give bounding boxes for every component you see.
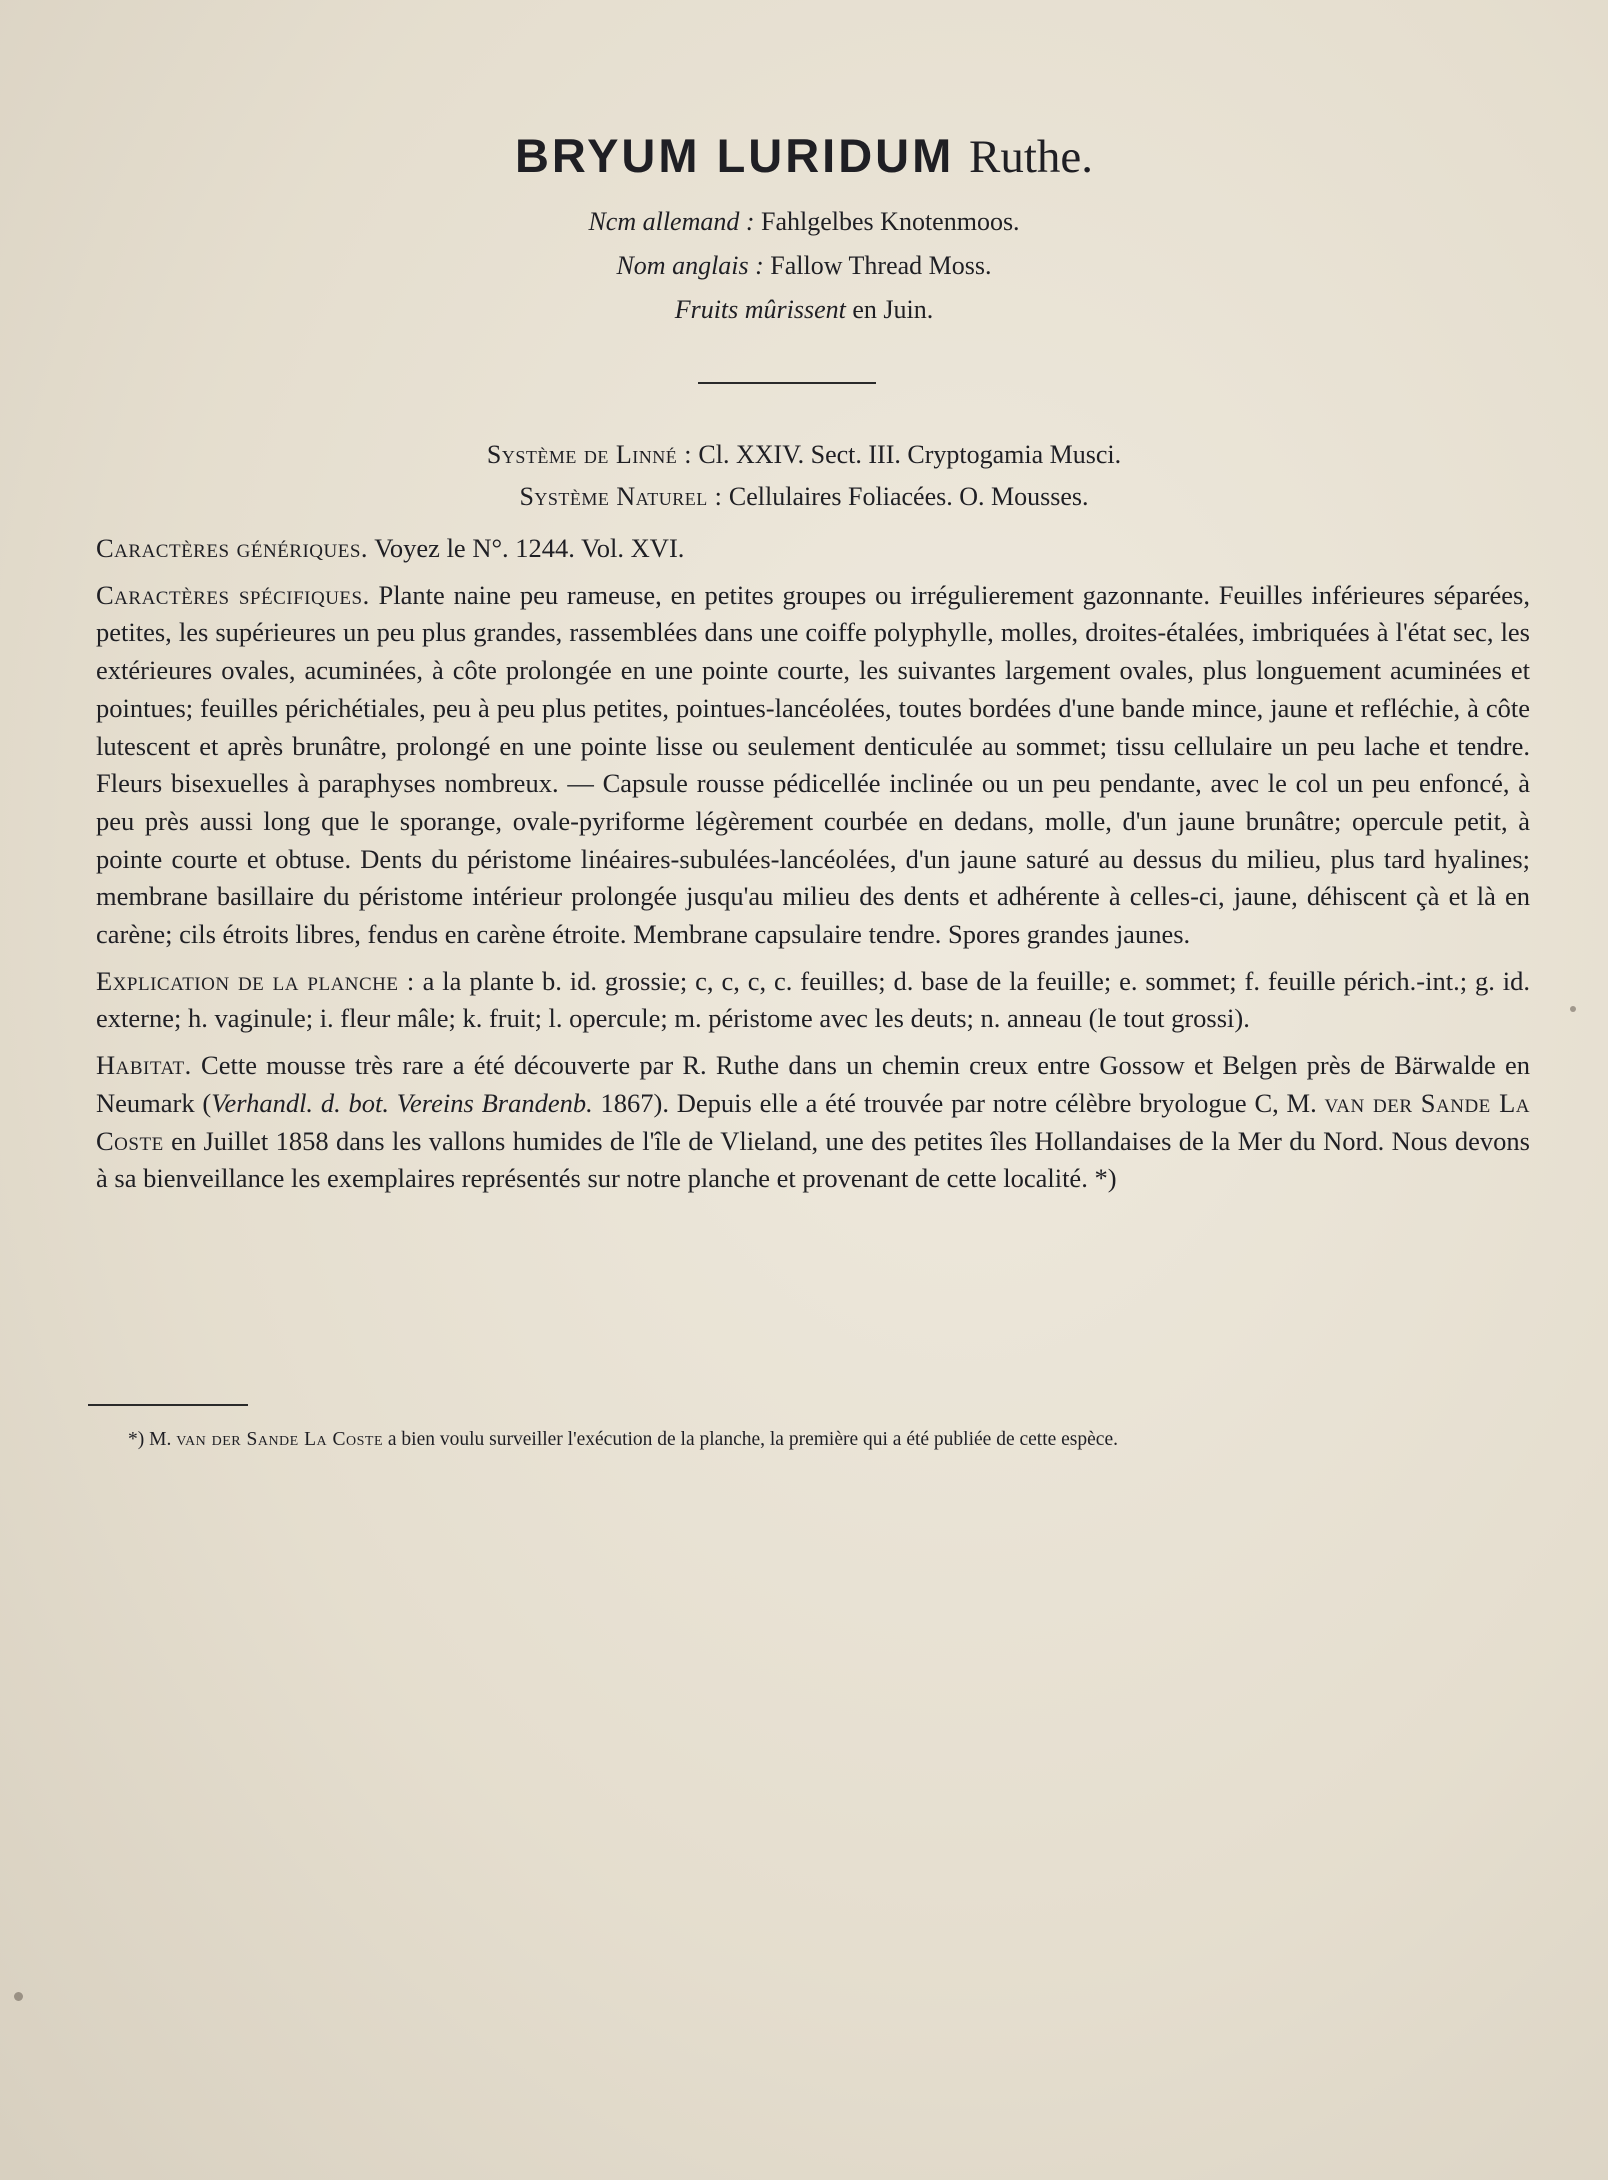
- plate-explanation-text: a la plante b. id. grossie; c, c, c, c. feuilles; d. base de la feuille; e. sommet; f. feuille périch.-int.; g. id. externe; h. vaginule; i. fleur mâle; k. fruit; l. opercule; m. péristome avec les deuts; n. anneau (le tout grossi).: [96, 965, 1530, 1034]
- english-name-label: Nom anglais :: [616, 251, 764, 280]
- generic-characters-label: Caractères génériques.: [96, 533, 369, 563]
- habitat-paragraph: [96, 1047, 1530, 1198]
- footnote-marker: *) M.: [128, 1429, 172, 1450]
- linne-label: Système de Linné :: [486, 440, 692, 469]
- habitat-text-2: 1867). Depuis elle a été trouvée par notre célèbre bryologue C, M.: [592, 1087, 1325, 1118]
- specific-characters-paragraph: [96, 577, 1530, 954]
- footnote-divider: [88, 1404, 248, 1406]
- habitat-label: Habitat.: [96, 1050, 192, 1081]
- classification-block: [0, 434, 1608, 518]
- german-name-line: [0, 200, 1608, 244]
- german-name-value: Fahlgelbes Knotenmoos.: [761, 207, 1020, 236]
- fruit-value: en Juin.: [852, 295, 934, 324]
- specific-characters-label: Caractères spécifiques.: [96, 579, 370, 610]
- german-name-label: Ncm allemand :: [588, 207, 755, 236]
- english-name-value: Fallow Thread Moss.: [770, 251, 992, 280]
- linne-value: Cl. XXIV. Sect. III. Cryptogamia Musci.: [698, 440, 1122, 469]
- specific-characters-text: Plante naine peu rameuse, en petites groupes ou irrégulierement gazonnante. Feuilles inférieures séparées, petites, les supérieures un peu plus grandes, rassemblées dans une coiffe polyphylle, molles, droites-étalées, imbriquées à l'état sec, les extérieures ovales, acuminées, à côte prolongée en une pointe courte, les suivantes largement ovales, plus longuement acuminées et pointues; feuilles périchétiales, peu à peu plus petites, pointues-lancéolées, toutes bordées d'une bande mince, jaune et refléchie, à côte lutescent et après brunâtre, prolongé en une pointe lisse ou seulement denticulée au sommet; tissu cellulaire un peu lache et tendre. Fleurs bisexuelles à paraphyses nombreux. — Capsule rousse pédicellée inclinée ou un peu pendante, avec le col un peu enfoncé, à peu près aussi long que le sporange, ovale-pyriforme légèrement courbée en dedans, molle, d'un jaune brunâtre; opercule petit, à pointe courte et obtuse. Dents du péristome linéaires-subulées-lancéolées, d'un jaune saturé au dessus du milieu, plus tard hyalines; membrane basillaire du péristome intérieur prolongée jusqu'au milieu des dents et adhérente à celles-ci, jaune, déhiscent çà et là en carène; cils étroits libres, fendus en carène étroite. Membrane capsulaire tendre. Spores grandes jaunes.: [96, 579, 1530, 950]
- naturel-line: [0, 476, 1608, 518]
- title-genus: BRYUM LURIDUM: [514, 129, 955, 182]
- common-names-block: [0, 200, 1608, 332]
- description-body: [96, 530, 1530, 1207]
- naturel-label: Système Naturel :: [519, 482, 723, 511]
- footnote-name: van der Sande La Coste: [176, 1429, 384, 1450]
- naturel-value: Cellulaires Foliacées. O. Mousses.: [728, 482, 1089, 511]
- title-divider: [698, 382, 876, 384]
- habitat-collector-name: van der Sande La Coste: [96, 1087, 1530, 1156]
- plate-explanation-paragraph: [96, 963, 1530, 1038]
- footnote-text: a bien voulu surveiller l'exécution de la planche, la première qui a été publiée de cette espèce.: [383, 1429, 1118, 1450]
- english-name-line: [0, 244, 1608, 288]
- paper-speck: [14, 1992, 23, 2001]
- habitat-reference: Verhandl. d. bot. Vereins Brandenb.: [211, 1087, 593, 1118]
- fruit-label: Fruits mûrissent: [674, 295, 846, 324]
- title-author: Ruthe.: [969, 131, 1094, 183]
- generic-characters-text: Voyez le N°. 1244. Vol. XVI.: [374, 533, 685, 563]
- generic-characters-paragraph: [96, 530, 1530, 568]
- habitat-text-3: en Juillet 1858 dans les vallons humides de l'île de Vlieland, une des petites îles Hollandaises de la Mer du Nord. Nous devons à sa bienveillance les exemplaires représentés sur notre planche et provenant de cette localité. *): [96, 1125, 1530, 1194]
- plate-explanation-label: Explication de la planche :: [96, 965, 415, 996]
- page-title: [0, 128, 1608, 184]
- fruit-line: [0, 288, 1608, 332]
- footnote: [128, 1426, 1548, 1454]
- linne-line: [0, 434, 1608, 476]
- paper-speck: [1570, 1006, 1576, 1012]
- habitat-text-1: Cette mousse très rare a été découverte par R. Ruthe dans un chemin creux entre Gossow et Belgen près de Bärwalde en Neumark (: [96, 1050, 1531, 1118]
